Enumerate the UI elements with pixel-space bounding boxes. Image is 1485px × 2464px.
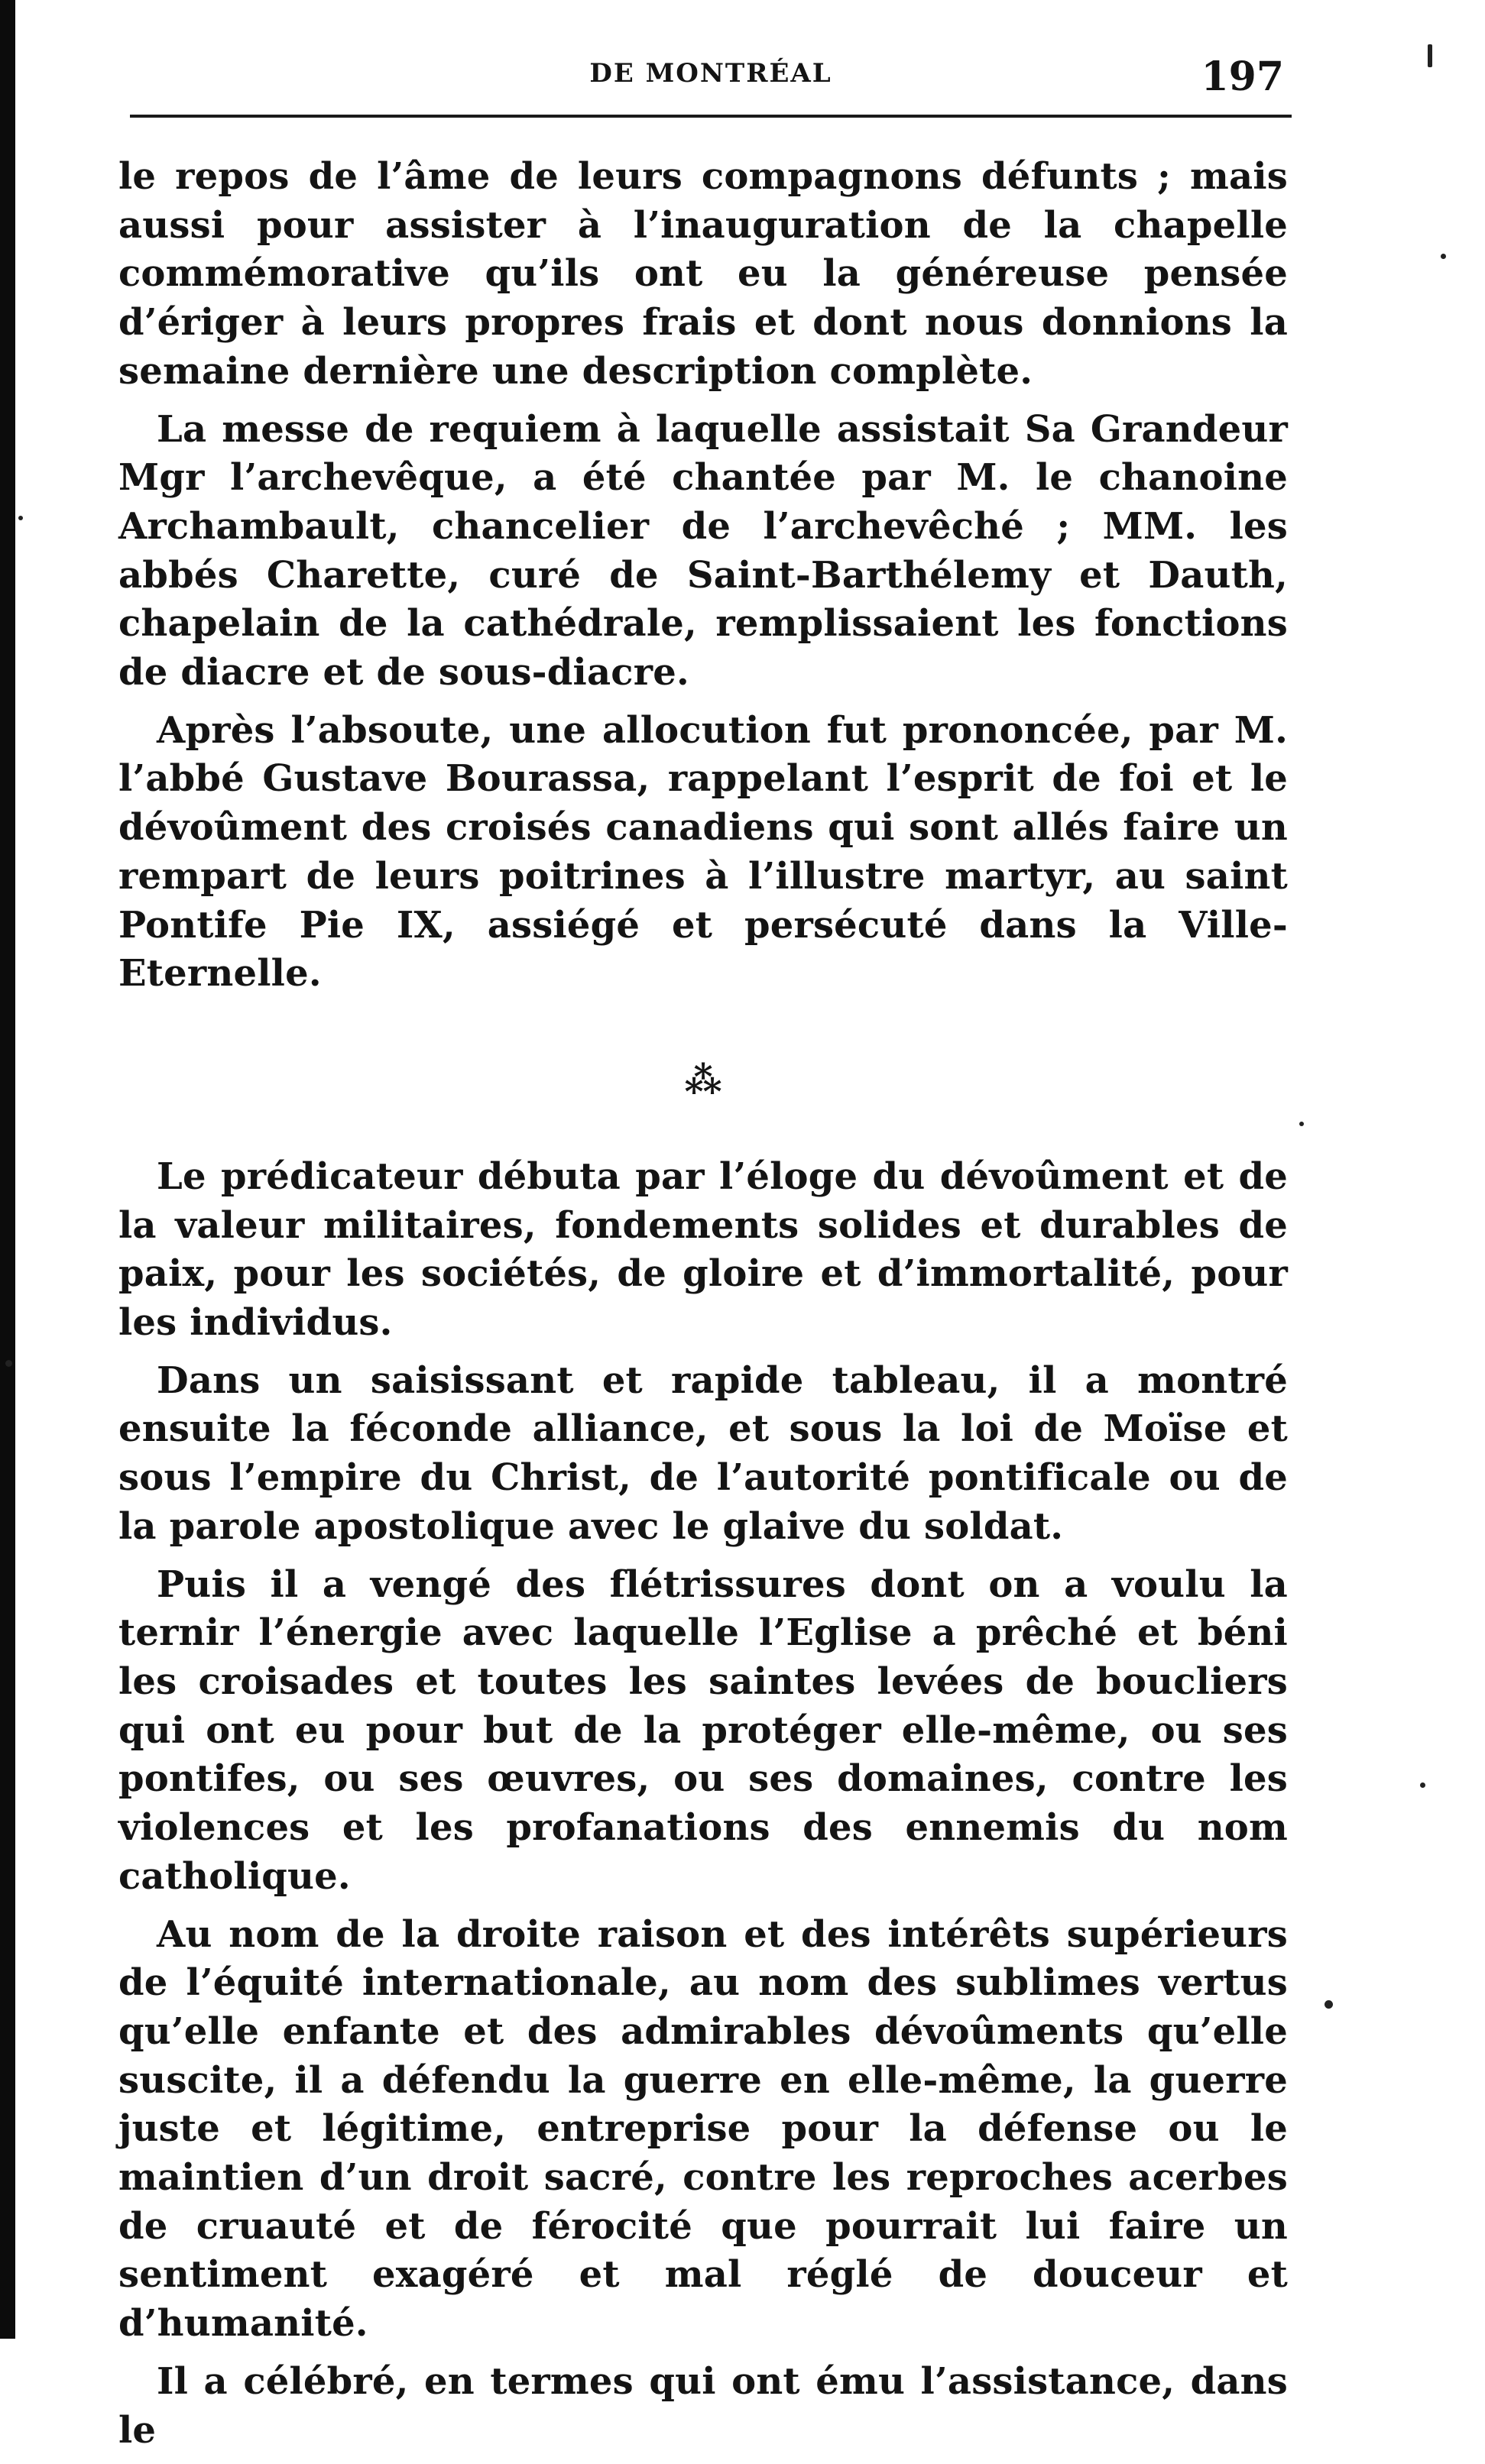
- scan-speck: [1325, 2000, 1333, 2009]
- scan-speck: [1428, 44, 1432, 67]
- running-head: DE MONTRÉAL: [589, 58, 832, 89]
- header-rule: [130, 115, 1292, 118]
- paragraph-preacher: Le prédicateur débuta par l’éloge du dévoûment et de la valeur militaires, fondements solides et durables de paix, pour les sociétés, de gloire et d’immortalité, pour les individus.: [118, 1154, 1288, 1345]
- scan-speck: [5, 1360, 12, 1367]
- paragraph-just-war: Au nom de la droite raison et des intérêts supérieurs de l’équité internationale, au nom des sublimes vertus qu’elle enfante et des admirables dévoûments qu’elle suscite, il a défendu la guerre en elle-même, la guerre juste et légitime, entreprise pour la défense ou le maintien d’un droit sacré, contre les reproches acerbes de cruauté et de férocité que pourrait lui faire un sentiment exagéré et mal réglé de douceur et d’humanité.: [118, 1912, 1288, 2346]
- scan-speck: [1420, 1782, 1425, 1788]
- paragraph-tableau: Dans un saisissant et rapide tableau, il a montré ensuite la féconde alliance, et sous la loi de Moïse et sous l’empire du Christ, de l’autorité pontificale ou de la parole apostolique avec le glaive du soldat.: [118, 1358, 1288, 1548]
- page-number: 197: [1201, 53, 1284, 100]
- body-text: [118, 153, 1288, 2464]
- scan-left-edge: [0, 0, 15, 2339]
- paragraph-crusades: Puis il a vengé des flétrissures dont on a voulu la ternir l’énergie avec laquelle l’Eglise a prêché et béni les croisades et toutes les saintes levées de boucliers qui ont eu pour but de la protéger elle-même, ou ses pontifes, ou ses œuvres, ou ses domaines, contre les violences et les profanations des ennemis du nom catholique.: [118, 1562, 1288, 1898]
- scan-speck: [18, 516, 23, 520]
- scan-speck: [1441, 254, 1446, 259]
- paragraph-continued: le repos de l’âme de leurs compagnons défunts ; mais aussi pour assister à l’inauguration de la chapelle commémorative qu’ils ont eu la généreuse pensée d’ériger à leurs propres frais et dont nous donnions la semaine dernière une description complète.: [118, 155, 1288, 393]
- paragraph-absolution: Après l’absoute, une allocution fut prononcée, par M. l’abbé Gustave Bourassa, rappelant l’esprit de foi et le dévoûment des croisés canadiens qui sont allés faire un rempart de leurs poitrines à l’illustre martyr, au saint Pontife Pie IX, assiégé et persécuté dans la Ville-Eternelle.: [118, 708, 1288, 996]
- page-header: [130, 53, 1292, 115]
- scan-speck: [1299, 1122, 1304, 1126]
- asterism-separator: ⁂: [684, 1058, 722, 1102]
- paragraph-celebrated: Il a célébré, en termes qui ont ému l’assistance, dans le: [118, 2359, 1288, 2452]
- paragraph-requiem-mass: La messe de requiem à laquelle assistait Sa Grandeur Mgr l’archevêque, a été chantée par M. le chanoine Archambault, chancelier de l’archevêché ; MM. les abbés Charette, curé de Saint-Barthélemy et Dauth, chapelain de la cathédrale, remplissaient les fonctions de diacre et de sous-diacre.: [118, 407, 1288, 695]
